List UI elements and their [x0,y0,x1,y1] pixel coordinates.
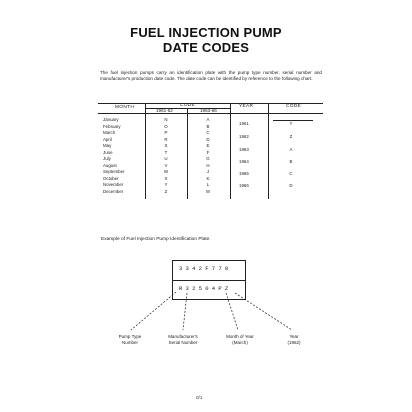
code-cell: D [206,136,210,142]
label-pump-type-line: Number [121,339,138,345]
leader-year [235,293,292,330]
code-cell: B [206,123,210,129]
month-cell: November [103,182,124,187]
label-serial-line: Serial Number [168,339,198,345]
plate-line-2: R32504PZ [179,285,232,292]
month-cell: July [103,156,111,161]
header-code: CODE [180,103,196,108]
month-cell: June [103,149,113,155]
month-cell: August [103,162,117,168]
code-cell: C [206,130,210,135]
year-code-cell: Z [289,134,293,139]
subheader-1963-66: 1963-66 [200,108,217,113]
label-year-line: (1962) [287,339,301,345]
label-year-line: Year [289,334,299,339]
month-cell: March [103,130,116,135]
code-cell: A [206,117,210,122]
year-cell: 1966 [239,183,249,188]
label-month-line: (March) [232,339,248,345]
code-cell: H [206,162,210,168]
year-cell: 1962 [239,134,249,139]
code-cell: Y [164,182,168,187]
code-cell: P [164,130,168,135]
header-month: MONTH [115,105,135,110]
code-cell: K [206,175,210,181]
year-code-cell: C [289,171,293,176]
month-cell: January [103,117,119,122]
code-cell: O [164,123,168,129]
leader-serial [183,293,187,330]
month-cell: October [103,175,119,181]
page-number: 0/1 [196,395,203,400]
code-cell: R [164,136,168,142]
year-cell: 1961 [239,121,249,126]
plate-line-1: 3342F770 [179,265,232,272]
year-code-cell: Y [289,121,293,126]
leader-month [226,293,238,330]
month-cell: December [103,188,124,194]
month-cell: April [103,136,112,142]
code-cell: L [206,182,210,187]
year-cell: 1965 [239,171,249,176]
label-serial-number [158,334,208,345]
code-cell: U [164,156,168,161]
leader-pump-type [131,292,176,330]
code-cell: W [163,169,169,174]
code-cell: G [206,156,210,161]
label-pump-type-line: Pump Type [118,334,142,339]
month-cell: February [103,123,121,129]
page-title: FUEL INJECTION PUMP [130,25,282,40]
label-serial-line: Manufacturer's [168,334,198,339]
code-cell: S [164,143,168,148]
header-year: YEAR [239,104,254,109]
code-cell: M [206,188,210,194]
code-cell: V [164,162,168,168]
year-code-cell: A [289,147,293,152]
month-cell: May [103,143,112,148]
month-cell: September [103,169,125,174]
code-cell: N [164,117,168,122]
year-cell: 1963 [239,147,249,152]
label-month-of-year [215,334,265,345]
year-cell: 1964 [239,159,249,164]
page-subtitle: DATE CODES [162,40,250,55]
code-cell: E [206,143,210,148]
label-pump-type [105,334,155,345]
year-code-cell: D [289,183,293,188]
code-cell: J [206,169,210,174]
label-month-line: Month of Year [226,334,254,339]
example-caption: Example of Fuel Injection Pump Identification Plate. [101,237,211,242]
label-year [269,334,319,345]
code-cell: X [164,175,168,181]
code-cell: T [164,149,168,155]
subheader-1961-62: 1961-62 [156,108,173,113]
year-code-cell: B [289,159,293,164]
header-year-code: CODE [286,104,302,109]
code-cell: F [206,149,210,155]
intro-paragraph: The fuel injection pumps carry an identification plate with the pump type number, serial number and manufacturer's production date code. The date code can be identified by reference to the following chart. [100,70,322,81]
code-cell: Z [164,188,168,194]
